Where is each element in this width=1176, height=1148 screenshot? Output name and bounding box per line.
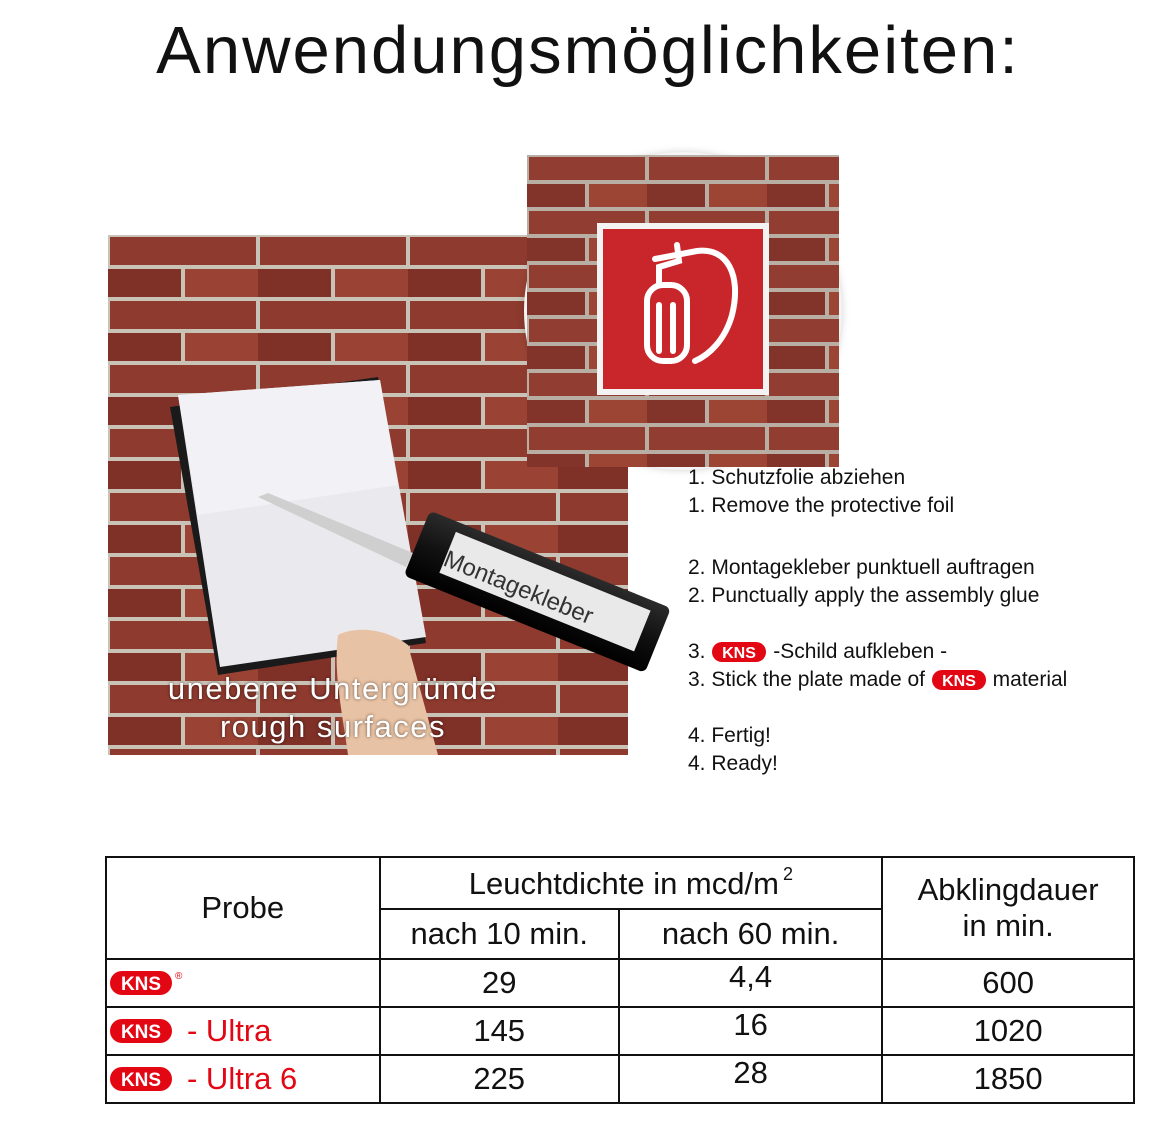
page-title: Anwendungsmöglichkeiten: [156, 13, 1020, 88]
step-1-en: 1. Remove the protective foil [688, 494, 955, 517]
kns-logo-icon [109, 1016, 181, 1046]
probe-cell: KNS - Ultra [106, 1007, 380, 1055]
step-3-en-suffix: material [992, 668, 1068, 691]
step-3-de-suffix: -Schild aufkleben - [773, 640, 948, 663]
kns-logo-icon [931, 668, 987, 692]
step-2-de: 2. Montagekleber punktuell auftragen [688, 556, 1035, 579]
cell-decay: 1850 [882, 1055, 1134, 1103]
step-1-de: 1. Schutzfolie abziehen [688, 466, 906, 489]
cell-decay: 600 [882, 959, 1134, 1007]
table-row [106, 1007, 1134, 1055]
step-2-en: 2. Punctually apply the assembly glue [688, 584, 1040, 607]
svg-text:KNS: KNS [722, 645, 757, 663]
caption-de: unebene Untergründe [167, 671, 499, 706]
cell-after-60: 4,4 [619, 959, 882, 1007]
svg-text:®: ® [175, 971, 183, 982]
svg-text:KNS: KNS [120, 1022, 162, 1043]
header-probe: Probe [106, 857, 380, 959]
cell-after-10: 225 [380, 1055, 619, 1103]
probe-cell: KNS - Ultra 6 [106, 1055, 380, 1103]
cell-after-60: 28 [619, 1055, 882, 1103]
svg-text:KNS: KNS [120, 974, 162, 995]
step-3-en [688, 666, 1168, 694]
svg-text:KNS: KNS [941, 673, 976, 691]
caption-en: rough surfaces [219, 709, 447, 744]
luminance-table [105, 856, 1135, 1104]
header-decay: Abklingdauer in min. [882, 857, 1134, 959]
kns-logo-icon [711, 640, 767, 664]
sign-detail-inset [527, 155, 839, 467]
cell-decay: 1020 [882, 1007, 1134, 1055]
cell-after-10: 29 [380, 959, 619, 1007]
svg-text:KNS: KNS [120, 1070, 162, 1091]
kns-logo-icon [109, 968, 181, 998]
step-3-de-prefix: 3. [688, 640, 706, 663]
cell-after-10: 145 [380, 1007, 619, 1055]
probe-cell [106, 959, 380, 1007]
header-luminance: Leuchtdichte in mcd/m $^2$ [380, 857, 883, 909]
tube-label: Montagekleber [439, 545, 598, 631]
step-3-en-prefix: 3. Stick the plate made of [688, 668, 925, 691]
table-row [106, 1055, 1134, 1103]
header-after-60: nach 60 min. [619, 909, 882, 959]
step-3-de [688, 638, 1168, 666]
cell-after-60: 16 [619, 1007, 882, 1055]
step-4-de: 4. Fertig! [688, 724, 771, 747]
kns-logo-icon [109, 1064, 181, 1094]
table-row [106, 959, 1134, 1007]
instructions [688, 464, 1168, 778]
step-4-en: 4. Ready! [688, 752, 778, 775]
header-after-10: nach 10 min. [380, 909, 619, 959]
